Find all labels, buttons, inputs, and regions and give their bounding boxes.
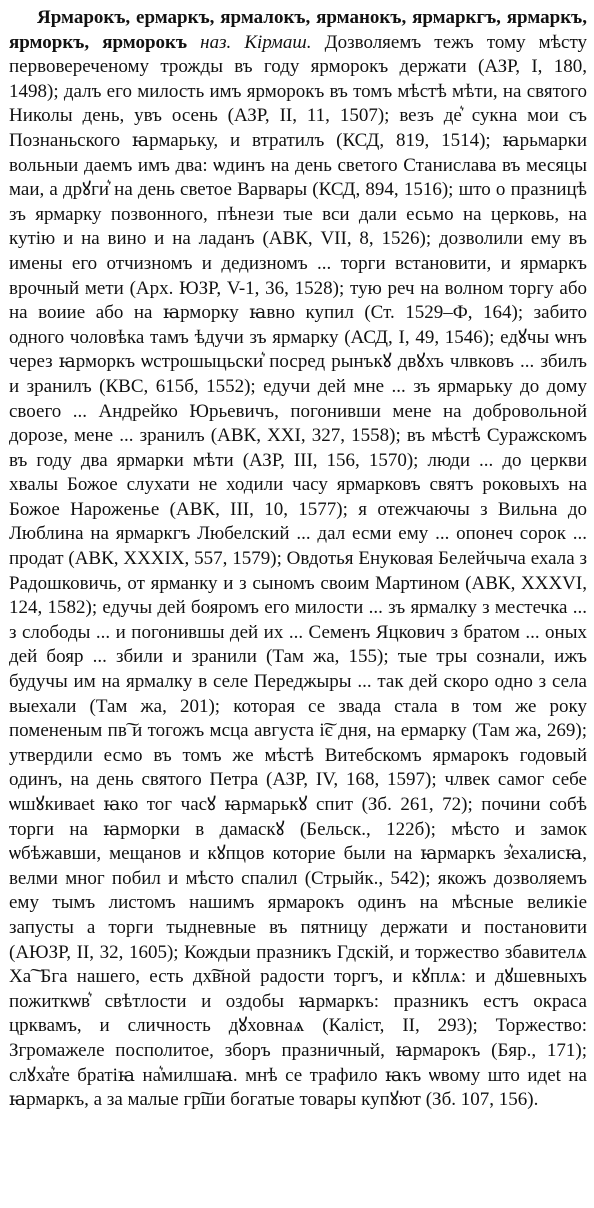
entry-body: Дозволяемъ тежъ тому мѣсту первовереченому трожды въ году ярморокъ держати (АЗР, I, 180, 1498); далъ его милость имъ ярморокъ въ томъ мѣстѣ мѣти, на святого Николы день, увъ осень (АЗР, II, 11, 1507); везъ де͛ сукна мои съ Познаньского ꙗрмарьку, и втратилъ (КСД, 819, 1514); ꙗрьмарки вольныи даемъ имъ два: ѡдинъ на день светого Станислава въ месяцы маи, а дрꙋги͛ на день светое Варвары (КСД, 894, 1516); што о празницѣ зъ ярмарку позвонного, пѣнези тые вси дали есьмо на церковь, на кутію и на вино и на ладанъ (АВК, VII, 8, 1526); дозволили ему въ имены его отчизномъ и дедизномъ ... торги встановити, и ярмаркъ врочный мети (Арх. ЮЗР, V-1, 36, 1528); тую реч на волном торгу або на воиие або на ꙗрморку ꙗвно купил (Ст. 1529–Ф, 164); забито одного чоловѣка тамъ ѣдучи зъ ярмарку (АСД, I, 49, 1546); едꙋчы ѡнъ через ꙗрморкъ ѡстрошыцьски͛ посред рынъкꙋ двꙋхъ члвковъ ... збилъ и зранилъ (КВС, 615б, 1552); едучи дей мне ... зъ ярмарьку до дому своего ... Андрейко Юрьевичъ, погонивши мене на добровольной дорозе, мене ... зранилъ (АВК, XXI, 327, 1558); въ мѣстѣ Суражскомъ въ году два ярмарки мѣти (АЗР, III, 156, 1570); люди ... до церкви хвалы Божое слухати не ходили часу ярмарковъ святъ роковыхъ на Божое Нароженье (АВК, III, 10, 1577); я отежчаючы з Вильна до Люблина на ярмаркгъ Любелский ... дал есми ему ... опонеч сорок ... продат (АВК, XXXIX, 557, 1579); Овдотья Енуковая Белейчыча ехала з Радошковичь, от ярманку и з сыномъ своим Мартином (АВК, XXXVI, 124, 1582); едучы дей бояромъ его милости ... зъ ярмалку з местечка ... з слободы ... и погонившы дей их ... Семенъ Яцкович з братом ... оных дей бояр ... збили и зранили (Там жа, 155); тые тры сознали, ижъ будучы им на ярмалку в селе Переджыры ... так дей скоро одно з села выехали (Там жа, 201); которая се звада стала в том же року помененым пв͠ и тогожъ мсца августа і͠є дня, на ермарку (Там жа, 269); утвердили есмо въ томъ же мѣстѣ Витебскомъ ярмарокъ годовый одинъ, на день святого Петра (АЗР, IV, 168, 1597); члвек самог себе ѡшꙋкиваеt ꙗко тог часꙋ ꙗрмарькꙋ спит (Зб. 261, 72); почини собѣ торги на ꙗрморки в дамаскꙋ (Бельск., 122б); мѣсто и замок ѡбѣжавши, мещанов и кꙋпцов которие были на ꙗрмаркъ з͛ехалисꙗ, велми мног побил и мѣсто спалил (Стрыйк., 542); якожъ дозволяемъ ему тымъ листомъ нашимъ ярмарокъ одинъ на мѣсные великіе запусты а торги тыдневные въ пятницу держати и постанoвити (АЮЗР, II, 32, 1605); Кождыи празникъ Гдскій, и торжество збавителѧ Ха͠ Бга нашего, есть дх͠вной радости торгъ, и кꙋплѧ: и дꙋшевныхъ пожиткѡв͛ свѣтлости и оздобы ꙗрмаркъ: празникъ естъ окраса црквамъ, и сличность дꙋховнаѧ (Каліст, II, 293); Торжество: Згромажеле посполитое, зборъ празничный, ꙗрмарокъ (Бяр., 171); слꙋха͛те братіꙗ на͛милшаꙗ. мнѣ се трафило ꙗкъ ѡвому што идеt на ꙗрмаркъ, а за малые гр͠ши богатые товары купꙋют (Зб. 107, 156). [9,31,587,1111]
entry-gloss: наз. Кірмаш. [200,31,312,53]
entry-headword: Ярмарокъ, ермаркъ, ярмалокъ, ярманокъ, ярмаркгъ, ярмаркъ, ярморкъ, ярморокъ [9,7,587,53]
dictionary-entry [9,6,587,1113]
